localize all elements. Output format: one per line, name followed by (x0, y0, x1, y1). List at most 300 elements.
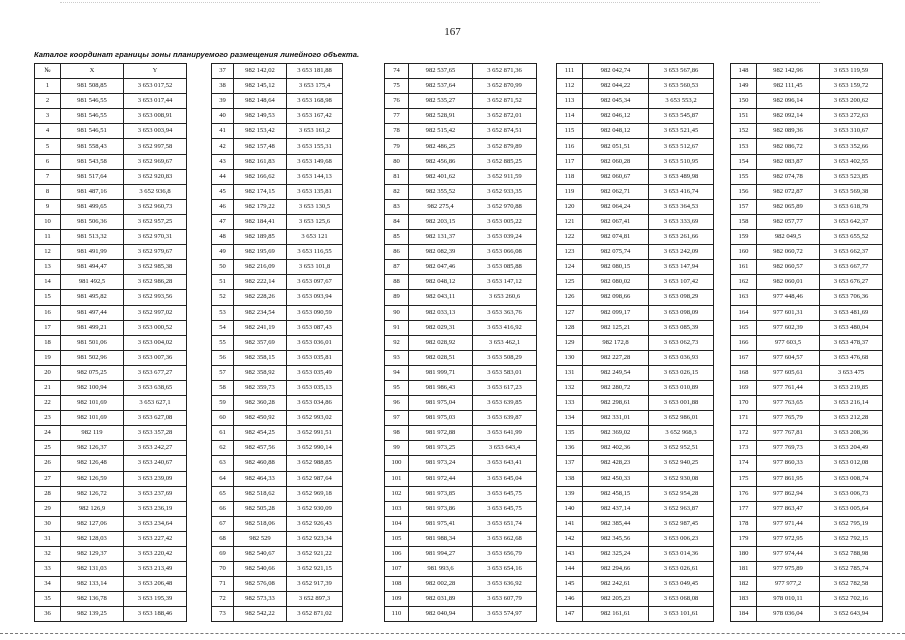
y-coordinate-cell: 3 653 475 (820, 365, 883, 380)
y-coordinate-cell: 3 652 993,02 (287, 411, 343, 426)
point-number-cell: 82 (385, 184, 409, 199)
table-row (385, 380, 537, 395)
y-coordinate-cell: 3 653 560,53 (649, 79, 714, 94)
point-number-cell: 16 (35, 305, 61, 320)
point-number-cell: 87 (385, 260, 409, 275)
y-coordinate-cell: 3 652 874,51 (473, 124, 537, 139)
y-coordinate-cell: 3 653 639,85 (473, 396, 537, 411)
table-row (385, 531, 537, 546)
y-coordinate-cell: 3 653 036,01 (287, 335, 343, 350)
x-coordinate-cell: 977 977,2 (757, 577, 820, 592)
y-coordinate-cell: 3 653 121 (287, 230, 343, 245)
y-coordinate-cell: 3 653 261,66 (649, 230, 714, 245)
point-number-cell: 83 (385, 199, 409, 214)
table-row (212, 305, 343, 320)
table-row (212, 456, 343, 471)
x-coordinate-cell: 977 602,39 (757, 320, 820, 335)
y-coordinate-cell: 3 653 523,85 (820, 169, 883, 184)
point-number-cell: 5 (35, 139, 61, 154)
table-row (731, 260, 883, 275)
y-coordinate-cell: 3 653 651,74 (473, 516, 537, 531)
y-coordinate-cell: 3 653 237,69 (124, 486, 187, 501)
table-row (731, 501, 883, 516)
y-coordinate-cell: 3 653 645,04 (473, 471, 537, 486)
table-row (557, 365, 714, 380)
point-number-cell: 60 (212, 411, 234, 426)
y-coordinate-cell: 3 653 188,46 (124, 607, 187, 622)
point-number-cell: 66 (212, 501, 234, 516)
table-row (557, 486, 714, 501)
point-number-cell: 74 (385, 64, 409, 79)
y-coordinate-cell: 3 653 242,27 (124, 441, 187, 456)
y-coordinate-cell: 3 653 035,49 (287, 365, 343, 380)
y-coordinate-cell: 3 652 940,25 (649, 456, 714, 471)
point-number-cell: 155 (731, 169, 757, 184)
point-number-cell: 97 (385, 411, 409, 426)
x-coordinate-cell: 982 298,61 (583, 396, 649, 411)
table-row (385, 230, 537, 245)
point-number-cell: 120 (557, 199, 583, 214)
table-row (731, 230, 883, 245)
point-number-cell: 40 (212, 109, 234, 124)
y-coordinate-cell: 3 653 662,37 (820, 245, 883, 260)
table-row (35, 214, 187, 229)
x-coordinate-cell: 977 861,95 (757, 471, 820, 486)
table-row (35, 320, 187, 335)
y-coordinate-cell: 3 653 402,55 (820, 154, 883, 169)
table-row (35, 154, 187, 169)
table-row (35, 577, 187, 592)
x-coordinate-cell: 981 975,04 (409, 396, 473, 411)
x-coordinate-cell: 981 988,34 (409, 531, 473, 546)
x-coordinate-cell: 981 973,25 (409, 441, 473, 456)
point-number-cell: 58 (212, 380, 234, 395)
y-coordinate-cell: 3 653 583,01 (473, 365, 537, 380)
table-row (731, 79, 883, 94)
point-number-cell: 75 (385, 79, 409, 94)
x-coordinate-cell: 982 228,26 (234, 290, 287, 305)
table-row (212, 199, 343, 214)
x-coordinate-cell: 982 047,46 (409, 260, 473, 275)
table-row (35, 471, 187, 486)
point-number-cell: 72 (212, 592, 234, 607)
x-coordinate-cell: 982 049,5 (757, 230, 820, 245)
x-coordinate-cell: 981 994,27 (409, 547, 473, 562)
y-coordinate-cell: 3 653 181,88 (287, 64, 343, 79)
table-row (731, 154, 883, 169)
table-row (731, 592, 883, 607)
y-coordinate-cell: 3 653 227,42 (124, 531, 187, 546)
point-number-cell: 183 (731, 592, 757, 607)
y-coordinate-cell: 3 653 219,85 (820, 380, 883, 395)
x-coordinate-cell: 982 096,14 (757, 94, 820, 109)
table-row (385, 486, 537, 501)
point-number-cell: 128 (557, 320, 583, 335)
table-row (35, 607, 187, 622)
table-row (385, 607, 537, 622)
x-coordinate-cell: 982 234,54 (234, 305, 287, 320)
table-row (212, 320, 343, 335)
point-number-cell: 55 (212, 335, 234, 350)
table-row (557, 305, 714, 320)
y-coordinate-cell: 3 652 917,39 (287, 577, 343, 592)
y-coordinate-cell: 3 652 970,31 (124, 230, 187, 245)
y-coordinate-cell: 3 653 135,81 (287, 184, 343, 199)
x-coordinate-cell: 977 769,73 (757, 441, 820, 456)
x-coordinate-cell: 982 280,72 (583, 380, 649, 395)
y-coordinate-cell: 3 652 871,52 (473, 94, 537, 109)
table-row (731, 124, 883, 139)
table-row (731, 290, 883, 305)
table-row (557, 79, 714, 94)
table-row (385, 124, 537, 139)
point-number-cell: 99 (385, 441, 409, 456)
point-number-cell: 159 (731, 230, 757, 245)
table-row (557, 230, 714, 245)
page-number: 167 (444, 26, 461, 38)
x-coordinate-cell: 982 048,12 (583, 124, 649, 139)
x-coordinate-cell: 982 518,62 (234, 486, 287, 501)
y-coordinate-cell: 3 653 085,39 (649, 320, 714, 335)
y-coordinate-cell: 3 653 553,2 (649, 94, 714, 109)
y-coordinate-cell: 3 653 607,79 (473, 592, 537, 607)
point-number-cell: 65 (212, 486, 234, 501)
y-coordinate-cell: 3 652 987,64 (287, 471, 343, 486)
table-row (212, 184, 343, 199)
table-row (35, 396, 187, 411)
table-row (557, 350, 714, 365)
point-number-cell: 122 (557, 230, 583, 245)
x-coordinate-cell: 982 189,85 (234, 230, 287, 245)
table-row (35, 501, 187, 516)
table-row (212, 230, 343, 245)
x-coordinate-cell: 982 060,57 (757, 260, 820, 275)
table-row (35, 199, 187, 214)
x-coordinate-cell: 982 153,42 (234, 124, 287, 139)
x-coordinate-cell: 982 385,44 (583, 516, 649, 531)
point-number-cell: 78 (385, 124, 409, 139)
table-row (557, 396, 714, 411)
x-coordinate-cell: 977 975,89 (757, 562, 820, 577)
table-row (731, 471, 883, 486)
point-number-cell: 9 (35, 199, 61, 214)
table-row (35, 380, 187, 395)
point-number-cell: 110 (385, 607, 409, 622)
y-coordinate-cell: 3 652 993,56 (124, 290, 187, 305)
table-row (385, 79, 537, 94)
x-coordinate-cell: 982 345,56 (583, 531, 649, 546)
x-coordinate-cell: 982 358,15 (234, 350, 287, 365)
y-coordinate-cell: 3 653 213,49 (124, 562, 187, 577)
y-coordinate-cell: 3 653 643,4 (473, 441, 537, 456)
table-row (385, 154, 537, 169)
table-row (212, 275, 343, 290)
table-row (731, 426, 883, 441)
x-coordinate-cell: 977 972,95 (757, 531, 820, 546)
table-row (212, 290, 343, 305)
x-coordinate-cell: 982 099,17 (583, 305, 649, 320)
point-number-cell: 169 (731, 380, 757, 395)
x-coordinate-cell: 982 222,14 (234, 275, 287, 290)
table-row (35, 94, 187, 109)
y-coordinate-cell: 3 652 897,3 (287, 592, 343, 607)
y-coordinate-cell: 3 652 952,51 (649, 441, 714, 456)
x-coordinate-cell: 977 765,79 (757, 411, 820, 426)
x-coordinate-cell: 982 529 (234, 531, 287, 546)
y-coordinate-cell: 3 653 049,45 (649, 577, 714, 592)
table-row (35, 230, 187, 245)
y-coordinate-cell: 3 652 933,35 (473, 184, 537, 199)
point-number-cell: 130 (557, 350, 583, 365)
x-coordinate-cell: 982 083,87 (757, 154, 820, 169)
x-coordinate-cell: 981 491,99 (61, 245, 124, 260)
x-coordinate-cell: 982 179,22 (234, 199, 287, 214)
x-coordinate-cell: 982 401,62 (409, 169, 473, 184)
x-coordinate-cell: 981 497,44 (61, 305, 124, 320)
y-coordinate-cell: 3 653 220,42 (124, 547, 187, 562)
y-coordinate-cell: 3 653 642,37 (820, 214, 883, 229)
point-number-cell: 24 (35, 426, 61, 441)
x-coordinate-cell: 982 129,37 (61, 547, 124, 562)
x-coordinate-cell: 982 457,56 (234, 441, 287, 456)
table-row (385, 547, 537, 562)
point-number-cell: 105 (385, 531, 409, 546)
y-coordinate-cell: 3 653 481,69 (820, 305, 883, 320)
point-number-cell: 22 (35, 396, 61, 411)
table-row (35, 516, 187, 531)
x-coordinate-cell: 977 761,44 (757, 380, 820, 395)
table-row (557, 109, 714, 124)
x-coordinate-cell: 982 031,89 (409, 592, 473, 607)
y-coordinate-cell: 3 653 489,98 (649, 169, 714, 184)
y-coordinate-cell: 3 653 010,89 (649, 380, 714, 395)
point-number-cell: 112 (557, 79, 583, 94)
x-coordinate-cell: 982 028,51 (409, 350, 473, 365)
point-number-cell: 127 (557, 305, 583, 320)
point-number-cell: 151 (731, 109, 757, 124)
table-row (35, 260, 187, 275)
y-coordinate-cell: 3 653 026,15 (649, 365, 714, 380)
y-coordinate-cell: 3 653 155,31 (287, 139, 343, 154)
y-coordinate-cell: 3 653 638,65 (124, 380, 187, 395)
table-row (385, 396, 537, 411)
x-coordinate-cell: 982 064,24 (583, 199, 649, 214)
y-coordinate-cell: 3 653 007,36 (124, 350, 187, 365)
y-coordinate-cell: 3 652 911,59 (473, 169, 537, 184)
table-row (212, 441, 343, 456)
point-number-cell: 15 (35, 290, 61, 305)
x-coordinate-cell: 977 767,81 (757, 426, 820, 441)
point-number-cell: 54 (212, 320, 234, 335)
table-row (212, 335, 343, 350)
point-number-cell: 19 (35, 350, 61, 365)
table-row (385, 94, 537, 109)
point-number-cell: 173 (731, 441, 757, 456)
table-row (731, 547, 883, 562)
y-coordinate-cell: 3 653 035,13 (287, 380, 343, 395)
y-coordinate-cell: 3 653 462,1 (473, 335, 537, 350)
table-row (35, 124, 187, 139)
x-coordinate-cell: 982 358,92 (234, 365, 287, 380)
table-row (212, 245, 343, 260)
table-row (385, 577, 537, 592)
y-coordinate-cell: 3 653 119,59 (820, 64, 883, 79)
y-coordinate-cell: 3 652 930,09 (287, 501, 343, 516)
table-row (212, 411, 343, 426)
point-number-cell: 131 (557, 365, 583, 380)
y-coordinate-cell: 3 653 000,52 (124, 320, 187, 335)
y-coordinate-cell: 3 652 997,58 (124, 139, 187, 154)
x-coordinate-cell: 982 092,14 (757, 109, 820, 124)
x-coordinate-cell: 982 294,66 (583, 562, 649, 577)
y-coordinate-cell: 3 652 986,01 (649, 411, 714, 426)
table-row (557, 441, 714, 456)
y-coordinate-cell: 3 653 639,87 (473, 411, 537, 426)
table-row (731, 380, 883, 395)
table-row (557, 562, 714, 577)
point-number-cell: 156 (731, 184, 757, 199)
y-coordinate-cell: 3 652 921,22 (287, 547, 343, 562)
y-coordinate-cell: 3 652 885,25 (473, 154, 537, 169)
point-number-cell: 121 (557, 214, 583, 229)
x-coordinate-cell: 982 174,15 (234, 184, 287, 199)
table-row (212, 94, 343, 109)
y-coordinate-cell: 3 653 260,6 (473, 290, 537, 305)
point-number-cell: 86 (385, 245, 409, 260)
table-row (731, 577, 883, 592)
table-row (557, 577, 714, 592)
table-row (212, 109, 343, 124)
x-coordinate-cell: 977 974,44 (757, 547, 820, 562)
point-number-cell: 7 (35, 169, 61, 184)
x-coordinate-cell: 981 546,51 (61, 124, 124, 139)
coordinates-table-block-2 (211, 63, 343, 622)
x-coordinate-cell: 982 161,61 (583, 607, 649, 622)
y-coordinate-cell: 3 653 676,27 (820, 275, 883, 290)
table-row (731, 214, 883, 229)
x-coordinate-cell: 982 535,27 (409, 94, 473, 109)
x-coordinate-cell: 982 080,02 (583, 275, 649, 290)
y-coordinate-cell: 3 653 159,72 (820, 79, 883, 94)
point-number-cell: 29 (35, 501, 61, 516)
point-number-cell: 139 (557, 486, 583, 501)
table-row (557, 290, 714, 305)
point-number-cell: 43 (212, 154, 234, 169)
point-number-cell: 163 (731, 290, 757, 305)
y-coordinate-cell: 3 653 107,42 (649, 275, 714, 290)
point-number-cell: 57 (212, 365, 234, 380)
x-coordinate-cell: 982 126,48 (61, 456, 124, 471)
point-number-cell: 21 (35, 380, 61, 395)
x-coordinate-cell: 982 126,37 (61, 441, 124, 456)
point-number-cell: 152 (731, 124, 757, 139)
x-coordinate-cell: 982 046,12 (583, 109, 649, 124)
x-coordinate-cell: 982 537,65 (409, 64, 473, 79)
y-coordinate-cell: 3 653 017,44 (124, 94, 187, 109)
x-coordinate-cell: 982 139,25 (61, 607, 124, 622)
table-row (385, 426, 537, 441)
point-number-cell: 31 (35, 531, 61, 546)
x-coordinate-cell: 981 543,58 (61, 154, 124, 169)
x-coordinate-cell: 982 203,15 (409, 214, 473, 229)
point-number-cell: 115 (557, 124, 583, 139)
point-number-cell: 114 (557, 109, 583, 124)
y-coordinate-cell: 3 652 643,94 (820, 607, 883, 622)
point-number-cell: 8 (35, 184, 61, 199)
x-coordinate-cell: 982 242,61 (583, 577, 649, 592)
point-number-cell: 170 (731, 396, 757, 411)
table-row (731, 94, 883, 109)
y-coordinate-cell: 3 653 627,08 (124, 411, 187, 426)
point-number-cell: 176 (731, 486, 757, 501)
y-coordinate-cell: 3 652 985,38 (124, 260, 187, 275)
y-coordinate-cell: 3 652 969,67 (124, 154, 187, 169)
table-row (35, 245, 187, 260)
table-row (557, 516, 714, 531)
table-row (731, 169, 883, 184)
y-coordinate-cell: 3 653 087,43 (287, 320, 343, 335)
y-coordinate-cell: 3 652 997,02 (124, 305, 187, 320)
x-coordinate-cell: 981 975,41 (409, 516, 473, 531)
x-coordinate-cell: 982 216,09 (234, 260, 287, 275)
point-number-cell: 25 (35, 441, 61, 456)
x-coordinate-cell: 977 763,65 (757, 396, 820, 411)
point-number-cell: 175 (731, 471, 757, 486)
y-coordinate-cell: 3 653 662,68 (473, 531, 537, 546)
x-coordinate-cell: 982 359,73 (234, 380, 287, 395)
y-coordinate-cell: 3 653 310,67 (820, 124, 883, 139)
point-number-cell: 1 (35, 79, 61, 94)
point-number-cell: 23 (35, 411, 61, 426)
x-coordinate-cell: 982 128,03 (61, 531, 124, 546)
table-row (557, 124, 714, 139)
y-coordinate-cell: 3 653 062,73 (649, 335, 714, 350)
x-coordinate-cell: 982 033,13 (409, 305, 473, 320)
x-coordinate-cell: 982 060,01 (757, 275, 820, 290)
y-coordinate-cell: 3 652 988,85 (287, 456, 343, 471)
y-coordinate-cell: 3 653 101,8 (287, 260, 343, 275)
point-number-cell: 89 (385, 290, 409, 305)
y-coordinate-cell: 3 652 979,67 (124, 245, 187, 260)
x-coordinate-cell: 982 195,69 (234, 245, 287, 260)
point-number-cell: 10 (35, 214, 61, 229)
point-number-cell: 137 (557, 456, 583, 471)
y-coordinate-cell: 3 652 960,73 (124, 199, 187, 214)
x-coordinate-cell: 982 080,15 (583, 260, 649, 275)
table-row (731, 365, 883, 380)
x-coordinate-cell: 982 537,64 (409, 79, 473, 94)
table-row (731, 562, 883, 577)
y-coordinate-cell: 3 653 574,97 (473, 607, 537, 622)
x-coordinate-cell: 982 072,87 (757, 184, 820, 199)
x-coordinate-cell: 981 501,06 (61, 335, 124, 350)
point-number-cell: 76 (385, 94, 409, 109)
table-row (35, 139, 187, 154)
point-number-cell: 46 (212, 199, 234, 214)
point-number-cell: 81 (385, 169, 409, 184)
table-row (731, 516, 883, 531)
table-row (557, 139, 714, 154)
x-coordinate-cell: 982 540,66 (234, 562, 287, 577)
table-row (731, 245, 883, 260)
table-row (35, 411, 187, 426)
point-number-cell: 28 (35, 486, 61, 501)
x-coordinate-cell: 982 161,83 (234, 154, 287, 169)
table-row (212, 607, 343, 622)
x-coordinate-cell: 981 508,85 (61, 79, 124, 94)
table-row (385, 305, 537, 320)
point-number-cell: 101 (385, 471, 409, 486)
